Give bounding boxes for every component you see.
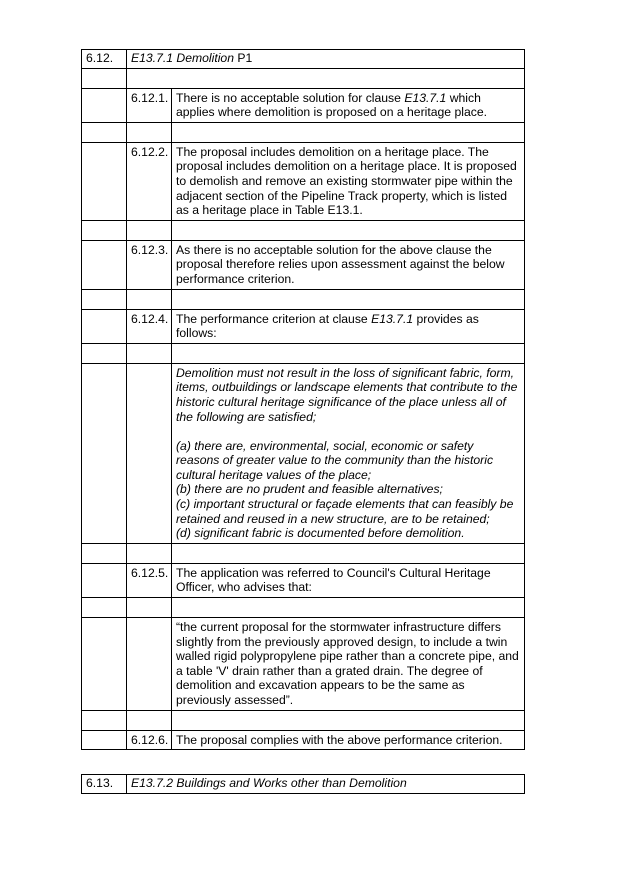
spacer-row [82, 68, 525, 88]
section-heading-row [82, 50, 525, 69]
spacer-row [82, 220, 525, 240]
criterion-d: (d) significant fabric is documented before demolition. [176, 526, 465, 541]
spacer-row [82, 710, 525, 730]
section-heading-italic: E13.7.2 Buildings and Works other than Demolition [131, 776, 407, 790]
item-row-6-12-4 [82, 309, 525, 343]
item-number: 6.12.3. [127, 240, 172, 289]
item-row-6-12-2 [82, 142, 525, 220]
item-number: 6.12.4. [127, 309, 172, 343]
item-number: 6.12.6. [127, 730, 172, 750]
section-heading-italic: E13.7.1 Demolition [131, 51, 234, 65]
spacer-row [82, 598, 525, 618]
spacer-row [82, 289, 525, 309]
item-number: 6.12.2. [127, 142, 172, 220]
item-text: The application was referred to Council's Cultural Heritage Officer, who advises that: [172, 563, 525, 597]
section-6-12-table [81, 49, 525, 750]
item-row-6-12-5 [82, 563, 525, 597]
item-row-6-12-3 [82, 240, 525, 289]
section-6-13-table [81, 774, 525, 794]
item-number: 6.12.1. [127, 88, 172, 122]
section-heading-row [82, 775, 525, 794]
item-text-clause: E13.7.1 [404, 90, 447, 105]
section-number: 6.13. [82, 775, 127, 794]
section-heading [127, 775, 525, 794]
spacer-row [82, 343, 525, 363]
item-text-part: which applies where demolition is proposed on a heritage place. [176, 90, 487, 120]
item-text: As there is no acceptable solution for the above clause the proposal therefore relies upon assessment against the below performance criterion. [172, 240, 525, 289]
section-heading [127, 50, 525, 69]
item-row-6-12-6 [82, 730, 525, 750]
heritage-officer-quote: “the current proposal for the stormwater infrastructure differs slightly from the previously approved design, to include a twin walled rigid polypropylene pipe rather than a concrete pipe, and a table 'V' drain rather than a grated drain. The degree of demolition and excavation appears to be the same as previously assessed”. [172, 618, 525, 711]
performance-criterion-row [82, 363, 525, 543]
item-row-6-12-1 [82, 88, 525, 122]
criterion-c: (c) important structural or façade elements that can feasibly be retained and reused in a new structure, are to be retained; [176, 497, 514, 526]
item-text-part: The performance criterion at clause [176, 311, 372, 326]
item-text [172, 88, 525, 122]
item-text: The proposal complies with the above performance criterion. [172, 730, 525, 750]
item-text-clause: E13.7.1 [371, 311, 414, 326]
item-text-part: There is no acceptable solution for clause [176, 90, 405, 105]
item-text-part: provides as follows: [176, 311, 479, 341]
performance-criterion-text [172, 363, 525, 543]
quote-row [82, 618, 525, 711]
item-number: 6.12.5. [127, 563, 172, 597]
criterion-intro: Demolition must not result in the loss of significant fabric, form, items, outbuildings or landscape elements that contribute to the historic cultural heritage significance of the place unless all of the following are satisfied; [176, 365, 518, 424]
criterion-b: (b) there are no prudent and feasible alternatives; [176, 482, 443, 497]
item-text [172, 309, 525, 343]
section-number: 6.12. [82, 50, 127, 69]
spacer-row [82, 122, 525, 142]
criterion-a: (a) there are, environmental, social, economic or safety reasons of greater value to the community than the historic cultural heritage values of the place; [176, 438, 494, 482]
spacer-row [82, 543, 525, 563]
item-text: The proposal includes demolition on a heritage place. The proposal includes demolition on a heritage place. It is proposed to demolish and remove an existing stormwater pipe within the adjacent section of the Pipeline Track property, which is listed as a heritage place in Table E13.1. [172, 142, 525, 220]
section-heading-plain: P1 [233, 51, 253, 65]
